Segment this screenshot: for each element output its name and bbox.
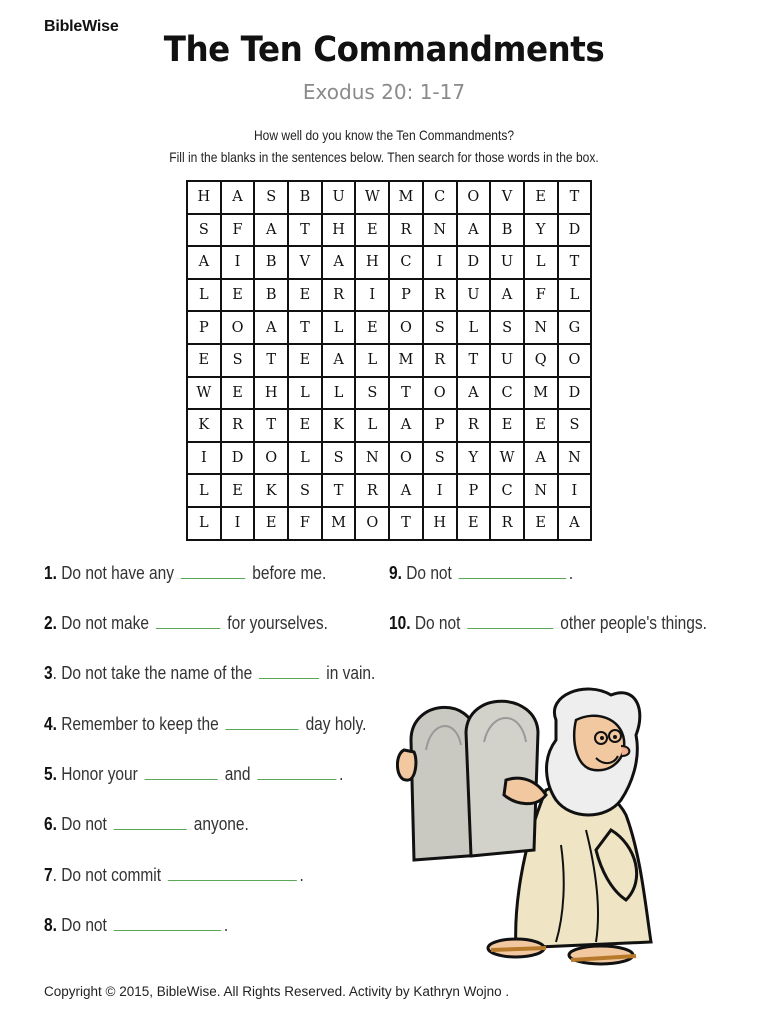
answer-blank[interactable] xyxy=(181,564,246,579)
question-text-end: in vain. xyxy=(326,663,376,683)
grid-cell[interactable]: C xyxy=(389,246,423,279)
question-text: Honor your xyxy=(61,764,138,784)
answer-blank[interactable] xyxy=(226,715,299,730)
grid-cell[interactable]: O xyxy=(389,442,423,475)
grid-cell[interactable]: A xyxy=(322,246,356,279)
grid-cell[interactable]: N xyxy=(558,442,592,475)
grid-cell[interactable]: H xyxy=(355,246,389,279)
grid-cell[interactable]: H xyxy=(187,181,221,214)
answer-blank[interactable] xyxy=(156,614,220,629)
grid-cell[interactable]: L xyxy=(288,442,322,475)
question-2 xyxy=(44,613,328,634)
grid-row xyxy=(187,214,591,247)
grid-cell[interactable]: V xyxy=(288,246,322,279)
grid-cell[interactable]: F xyxy=(288,507,322,540)
grid-cell[interactable]: F xyxy=(221,214,255,247)
grid-cell[interactable]: R xyxy=(322,279,356,312)
grid-cell[interactable]: R xyxy=(423,344,457,377)
grid-cell[interactable]: E xyxy=(221,377,255,410)
grid-cell[interactable]: I xyxy=(558,474,592,507)
grid-cell[interactable]: A xyxy=(457,214,491,247)
grid-cell[interactable]: O xyxy=(423,377,457,410)
grid-cell[interactable]: W xyxy=(187,377,221,410)
grid-row xyxy=(187,442,591,475)
grid-cell[interactable]: P xyxy=(457,474,491,507)
question-number: 3 xyxy=(44,663,53,683)
question-text: . Do not commit xyxy=(52,865,162,885)
grid-cell[interactable]: I xyxy=(355,279,389,312)
grid-row xyxy=(187,507,591,540)
grid-cell[interactable]: Q xyxy=(524,344,558,377)
grid-cell[interactable]: H xyxy=(254,377,288,410)
grid-cell[interactable]: Y xyxy=(524,214,558,247)
moses-illustration xyxy=(396,680,696,980)
grid-cell[interactable]: D xyxy=(221,442,255,475)
answer-blank[interactable] xyxy=(114,815,187,830)
grid-cell[interactable]: O xyxy=(389,311,423,344)
question-6 xyxy=(44,814,249,835)
grid-cell[interactable]: S xyxy=(288,474,322,507)
grid-cell[interactable]: R xyxy=(490,507,524,540)
grid-cell[interactable]: A xyxy=(524,442,558,475)
question-7 xyxy=(44,865,304,886)
grid-cell[interactable]: E xyxy=(355,214,389,247)
grid-cell[interactable]: S xyxy=(490,311,524,344)
grid-cell[interactable]: S xyxy=(322,442,356,475)
grid-cell[interactable]: E xyxy=(254,507,288,540)
grid-cell[interactable]: E xyxy=(221,474,255,507)
question-text-mid: and xyxy=(224,764,251,784)
answer-blank[interactable] xyxy=(459,564,566,579)
question-text-end: anyone. xyxy=(193,814,249,834)
grid-cell[interactable]: S xyxy=(423,442,457,475)
grid-cell[interactable]: H xyxy=(322,214,356,247)
grid-cell[interactable]: P xyxy=(389,279,423,312)
grid-cell[interactable]: B xyxy=(288,181,322,214)
grid-cell[interactable]: R xyxy=(457,409,491,442)
grid-cell[interactable]: L xyxy=(288,377,322,410)
grid-cell[interactable]: D xyxy=(457,246,491,279)
grid-cell[interactable]: A xyxy=(558,507,592,540)
grid-cell[interactable]: T xyxy=(558,246,592,279)
question-number: 2. xyxy=(44,613,57,633)
grid-cell[interactable]: I xyxy=(221,246,255,279)
question-text-end: . xyxy=(299,865,304,885)
question-5 xyxy=(44,764,343,785)
grid-cell[interactable]: N xyxy=(355,442,389,475)
grid-row xyxy=(187,344,591,377)
grid-row xyxy=(187,409,591,442)
grid-cell[interactable]: G xyxy=(558,311,592,344)
question-text: Do not xyxy=(61,814,107,834)
grid-cell[interactable]: T xyxy=(457,344,491,377)
page-title: The Ten Commandments xyxy=(163,30,605,70)
grid-cell[interactable]: S xyxy=(423,311,457,344)
grid-cell[interactable]: R xyxy=(389,214,423,247)
answer-blank[interactable] xyxy=(114,916,222,931)
question-text: Do not xyxy=(406,563,452,583)
grid-cell[interactable]: O xyxy=(457,181,491,214)
grid-cell[interactable]: V xyxy=(490,181,524,214)
grid-cell[interactable]: M xyxy=(524,377,558,410)
question-text-end: for yourselves. xyxy=(227,613,328,633)
grid-cell[interactable]: A xyxy=(490,279,524,312)
question-4 xyxy=(44,714,366,735)
question-number: 4. xyxy=(44,714,57,734)
grid-cell[interactable]: B xyxy=(254,279,288,312)
grid-cell[interactable]: D xyxy=(558,214,592,247)
question-8 xyxy=(44,915,228,936)
grid-cell[interactable]: C xyxy=(490,377,524,410)
grid-cell[interactable]: U xyxy=(457,279,491,312)
grid-cell[interactable]: I xyxy=(187,442,221,475)
grid-row xyxy=(187,279,591,312)
grid-cell[interactable]: S xyxy=(355,377,389,410)
grid-cell[interactable]: T xyxy=(389,507,423,540)
grid-cell[interactable]: E xyxy=(221,279,255,312)
answer-blank-1[interactable] xyxy=(145,765,218,780)
grid-cell[interactable]: A xyxy=(389,474,423,507)
grid-cell[interactable]: L xyxy=(355,344,389,377)
grid-cell[interactable]: I xyxy=(423,246,457,279)
grid-cell[interactable]: L xyxy=(322,377,356,410)
grid-cell[interactable]: M xyxy=(389,181,423,214)
grid-cell[interactable]: E xyxy=(355,311,389,344)
grid-cell[interactable]: S xyxy=(221,344,255,377)
grid-cell[interactable]: Y xyxy=(457,442,491,475)
answer-blank[interactable] xyxy=(467,614,553,629)
grid-cell[interactable]: W xyxy=(355,181,389,214)
grid-cell[interactable]: U xyxy=(490,246,524,279)
grid-cell[interactable]: T xyxy=(389,377,423,410)
question-number: 6. xyxy=(44,814,57,834)
question-number: 1. xyxy=(44,563,57,583)
grid-cell[interactable]: A xyxy=(254,214,288,247)
grid-cell[interactable]: P xyxy=(187,311,221,344)
grid-cell[interactable]: O xyxy=(254,442,288,475)
grid-cell[interactable]: O xyxy=(558,344,592,377)
question-text: . Do not take the name of the xyxy=(52,663,253,683)
question-number: 10. xyxy=(389,613,411,633)
grid-cell[interactable]: E xyxy=(288,409,322,442)
grid-cell[interactable]: R xyxy=(221,409,255,442)
grid-cell[interactable]: A xyxy=(221,181,255,214)
grid-cell[interactable]: E xyxy=(457,507,491,540)
grid-cell[interactable]: E xyxy=(524,181,558,214)
grid-cell[interactable]: T xyxy=(558,181,592,214)
grid-cell[interactable]: N xyxy=(423,214,457,247)
grid-cell[interactable]: U xyxy=(322,181,356,214)
grid-cell[interactable]: D xyxy=(558,377,592,410)
grid-cell[interactable]: E xyxy=(288,344,322,377)
grid-cell[interactable]: S xyxy=(187,214,221,247)
grid-row xyxy=(187,246,591,279)
copyright-footer: Copyright © 2015, BibleWise. All Rights Reserved. Activity by Kathryn Wojno . xyxy=(44,984,510,999)
grid-cell[interactable]: L xyxy=(355,409,389,442)
grid-cell[interactable]: L xyxy=(322,311,356,344)
grid-row xyxy=(187,377,591,410)
grid-cell[interactable]: M xyxy=(389,344,423,377)
question-text: Do not make xyxy=(61,613,150,633)
question-3 xyxy=(44,663,375,684)
grid-cell[interactable]: T xyxy=(288,311,322,344)
question-text: Do not xyxy=(414,613,461,633)
question-text-end: other people's things. xyxy=(560,613,707,633)
grid-row xyxy=(187,181,591,214)
grid-cell[interactable]: T xyxy=(254,409,288,442)
grid-cell[interactable]: L xyxy=(558,279,592,312)
grid-cell[interactable]: K xyxy=(187,409,221,442)
grid-row xyxy=(187,311,591,344)
question-text-end: . xyxy=(223,915,229,935)
grid-cell[interactable]: L xyxy=(457,311,491,344)
grid-cell[interactable]: P xyxy=(423,409,457,442)
question-number: 5. xyxy=(44,764,57,784)
grid-cell[interactable]: L xyxy=(187,279,221,312)
grid-cell[interactable]: K xyxy=(254,474,288,507)
grid-cell[interactable]: T xyxy=(322,474,356,507)
grid-cell[interactable]: W xyxy=(490,442,524,475)
question-9 xyxy=(389,563,573,584)
grid-cell[interactable]: T xyxy=(254,344,288,377)
grid-cell[interactable]: A xyxy=(254,311,288,344)
grid-cell[interactable]: O xyxy=(355,507,389,540)
instructions-line-1: How well do you know the Ten Commandments? xyxy=(253,127,515,143)
grid-row xyxy=(187,474,591,507)
grid-cell[interactable]: A xyxy=(457,377,491,410)
grid-cell[interactable]: A xyxy=(322,344,356,377)
grid-cell[interactable]: I xyxy=(423,474,457,507)
grid-cell[interactable]: N xyxy=(524,311,558,344)
answer-blank-2[interactable] xyxy=(257,765,336,780)
grid-cell[interactable]: E xyxy=(524,409,558,442)
question-text-end: . xyxy=(568,563,574,583)
grid-cell[interactable]: C xyxy=(423,181,457,214)
grid-cell[interactable]: S xyxy=(558,409,592,442)
grid-cell[interactable]: O xyxy=(221,311,255,344)
question-text: Remember to keep the xyxy=(61,714,219,734)
grid-cell[interactable]: S xyxy=(254,181,288,214)
grid-cell[interactable]: K xyxy=(322,409,356,442)
grid-cell[interactable]: U xyxy=(490,344,524,377)
grid-cell[interactable]: E xyxy=(490,409,524,442)
grid-cell[interactable]: B xyxy=(490,214,524,247)
grid-cell[interactable]: B xyxy=(254,246,288,279)
grid-cell[interactable]: R xyxy=(423,279,457,312)
question-text-end: day holy. xyxy=(305,714,367,734)
grid-cell[interactable]: F xyxy=(524,279,558,312)
question-1 xyxy=(44,563,326,584)
instructions xyxy=(0,124,768,168)
question-text: Do not xyxy=(61,915,107,935)
grid-cell[interactable]: E xyxy=(187,344,221,377)
question-10 xyxy=(389,613,707,634)
grid-cell[interactable]: I xyxy=(221,507,255,540)
grid-cell[interactable]: A xyxy=(389,409,423,442)
grid-cell[interactable]: M xyxy=(322,507,356,540)
brand-logo: BibleWise xyxy=(44,18,119,35)
word-search-grid xyxy=(186,180,592,541)
question-number: 8. xyxy=(44,915,57,935)
answer-blank[interactable] xyxy=(168,866,297,881)
grid-cell[interactable]: H xyxy=(423,507,457,540)
question-text: Do not have any xyxy=(61,563,174,583)
grid-cell[interactable]: A xyxy=(187,246,221,279)
question-text-end: . xyxy=(339,764,344,784)
question-number: 7 xyxy=(44,865,53,885)
answer-blank[interactable] xyxy=(259,664,319,679)
grid-cell[interactable]: N xyxy=(524,474,558,507)
grid-cell[interactable]: C xyxy=(490,474,524,507)
grid-cell[interactable]: L xyxy=(187,474,221,507)
grid-cell[interactable]: E xyxy=(288,279,322,312)
scripture-reference: Exodus 20: 1-17 xyxy=(302,80,466,104)
grid-cell[interactable]: L xyxy=(524,246,558,279)
grid-cell[interactable]: T xyxy=(288,214,322,247)
grid-cell[interactable]: E xyxy=(524,507,558,540)
grid-cell[interactable]: R xyxy=(355,474,389,507)
question-text-end: before me. xyxy=(252,563,327,583)
instructions-line-2: Fill in the blanks in the sentences below. Then search for those words in the box. xyxy=(169,149,599,165)
question-number: 9. xyxy=(389,563,402,583)
grid-cell[interactable]: L xyxy=(187,507,221,540)
